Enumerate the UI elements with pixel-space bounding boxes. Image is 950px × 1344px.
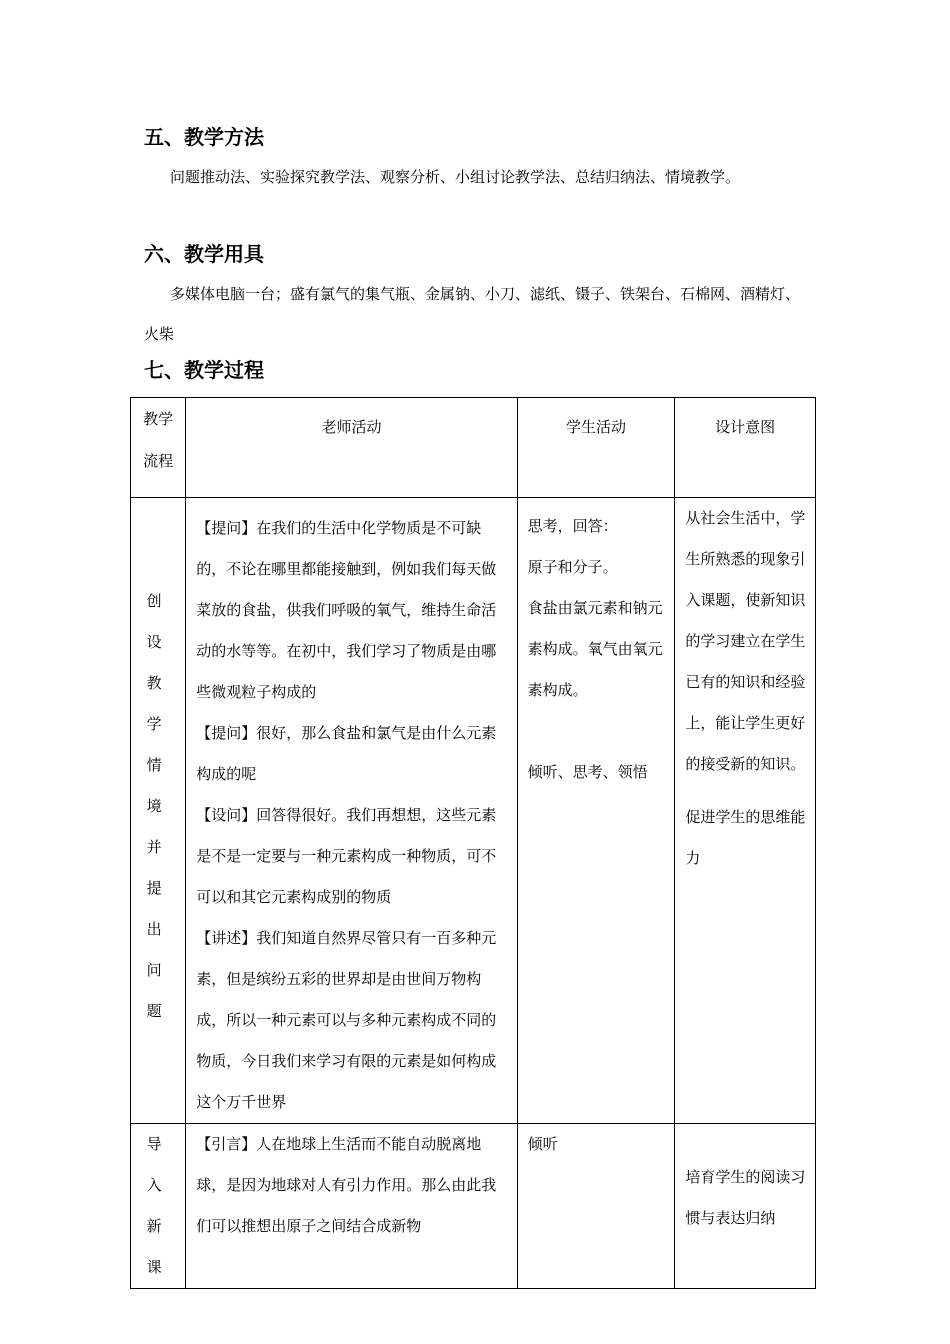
student-line: 倾听 — [527, 1135, 558, 1153]
header-stage: 教学流程 — [131, 398, 186, 498]
student-line: 原子和分子。 — [527, 558, 618, 576]
intent-cell — [675, 1124, 816, 1289]
stage-cell — [131, 1124, 186, 1289]
header-intent: 设计意图 — [675, 398, 816, 498]
section-heading-process: 七、教学过程 — [144, 358, 264, 382]
table-row — [131, 498, 816, 1124]
section-heading-methods: 五、教学方法 — [144, 125, 264, 149]
teacher-paragraph: 【提问】很好，那么食盐和氯气是由什么元素构成的呢 — [196, 724, 497, 783]
stage-text: 创设教学情境并提出问题 — [146, 592, 170, 1020]
teacher-cell — [186, 1124, 517, 1289]
intent-line: 从社会生活中，学生所熟悉的现象引入课题，使新知识的学习建立在学生已有的知识和经验上，能让学生更好的接受新的知识。 — [685, 509, 806, 773]
teaching-process-table — [130, 397, 816, 1289]
student-cell — [517, 498, 675, 1124]
student-line: 倾听、思考、领悟 — [527, 763, 648, 781]
tools-text: 多媒体电脑一台；盛有氯气的集气瓶、金属钠、小刀、滤纸、镊子、铁架台、石棉网、酒精灯、火柴 — [144, 285, 801, 343]
header-teacher: 老师活动 — [186, 398, 517, 498]
teacher-paragraph: 【设问】回答得很好。我们再想想，这些元素是不是一定要与一种元素构成一种物质，可不可以和其它元素构成别的物质 — [196, 806, 497, 906]
teacher-paragraph: 【提问】在我们的生活中化学物质是不可缺的，不论在哪里都能接触到，例如我们每天做菜放的食盐，供我们呼吸的氧气，维持生命活动的水等等。在初中，我们学习了物质是由哪些微观粒子构成的 — [196, 519, 497, 701]
stage-text: 导入新课 — [146, 1135, 170, 1276]
section-heading-tools: 六、教学用具 — [144, 242, 264, 266]
student-line: 食盐由氯元素和钠元素构成。氧气由氧元素构成。 — [527, 599, 663, 699]
methods-text: 问题推动法、实验探究教学法、观察分析、小组讨论教学法、总结归纳法、情境教学。 — [170, 168, 741, 186]
header-student: 学生活动 — [517, 398, 675, 498]
teacher-paragraph: 【讲述】我们知道自然界尽管只有一百多种元素，但是缤纷五彩的世界却是由世间万物构成，所以一种元素可以与多种元素构成不同的物质，今日我们来学习有限的元素是如何构成这个万千世界 — [196, 929, 497, 1111]
intent-line: 促进学生的思维能力 — [685, 808, 806, 867]
teacher-cell — [186, 498, 517, 1124]
teacher-paragraph: 【引言】人在地球上生活而不能自动脱离地球，是因为地球对人有引力作用。那么由此我们可以推想出原子之间结合成新物 — [196, 1135, 497, 1235]
student-cell — [517, 1124, 675, 1289]
stage-cell — [131, 498, 186, 1124]
student-line: 思考，回答： — [527, 517, 618, 535]
intent-cell — [675, 498, 816, 1124]
intent-line: 培育学生的阅读习惯与表达归纳 — [685, 1168, 806, 1227]
table-row — [131, 1124, 816, 1289]
table-header-row — [131, 398, 816, 498]
